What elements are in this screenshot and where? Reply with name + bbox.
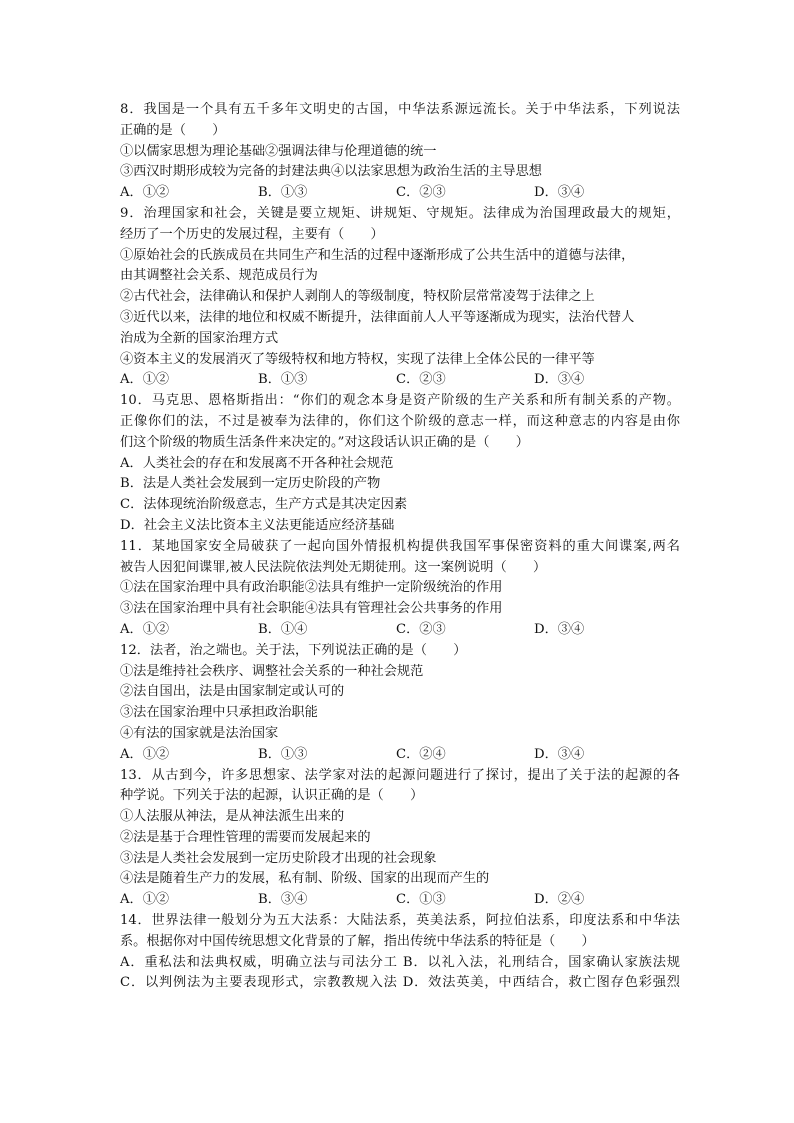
question-line: B．法是人类社会发展到一定历史阶段的产物 bbox=[120, 476, 381, 492]
answer-option: D．③④ bbox=[534, 372, 585, 388]
answer-option: D．②④ bbox=[534, 892, 585, 908]
answer-options bbox=[120, 183, 680, 204]
question-block bbox=[120, 641, 680, 766]
answer-option: B．③④ bbox=[258, 892, 308, 908]
answer-option: B．①③ bbox=[258, 746, 308, 762]
answer-option: B．①③ bbox=[258, 185, 308, 201]
question-line: A．人类社会的存在和发展离不开各种社会规范 bbox=[120, 455, 394, 471]
question-line: ①法是维持社会秩序、调整社会关系的一种社会规范 bbox=[120, 663, 424, 679]
question-line: ①法在国家治理中具有政治职能②法具有维护一定阶级统治的作用 bbox=[120, 580, 503, 596]
answer-option: C．②③ bbox=[396, 372, 446, 388]
question-line: ①人法服从神法，是从神法派生出来的 bbox=[120, 809, 345, 825]
question-line: ④有法的国家就是法治国家 bbox=[120, 725, 279, 741]
question-stem: 8．我国是一个具有五千多年文明史的古国，中华法系源远流长。关于中华法系，下列说法 bbox=[120, 102, 680, 117]
answer-option: A．①② bbox=[120, 746, 170, 762]
question-line: ①以儒家思想为理论基础②强调法律与伦理道德的统一 bbox=[120, 143, 437, 159]
answer-option: D．③④ bbox=[534, 185, 585, 201]
answer-options bbox=[120, 745, 680, 766]
question-block bbox=[120, 766, 680, 912]
answer-option: B．①③ bbox=[258, 372, 308, 388]
question-stem: 12．法者，治之端也。关于法，下列说法正确的是（ ） bbox=[120, 642, 467, 658]
question-block bbox=[120, 204, 680, 391]
question-line: 种学说。下列关于法的起源，认识正确的是（ ） bbox=[120, 788, 424, 804]
question-block bbox=[120, 537, 680, 641]
question-line: ③法是人类社会发展到一定历史阶段才出现的社会现象 bbox=[120, 850, 437, 866]
question-line: C．以判例法为主要表现形式，宗教教规入法 D．效法英美，中西结合，救亡图存色彩强烈 bbox=[120, 975, 680, 991]
question-line: ③法在国家治理中只承担政治职能 bbox=[120, 705, 318, 721]
question-line: ③近代以来，法律的地位和权威不断提升，法律面前人人平等逐渐成为现实，法治代替人 bbox=[120, 309, 635, 325]
answer-options bbox=[120, 370, 680, 391]
question-stem: 9．治理国家和社会，关键是要立规矩、讲规矩、守规矩。法律成为治国理政最大的规矩， bbox=[120, 205, 680, 221]
question-line: A．重私法和法典权威，明确立法与司法分工 B．以礼入法，礼刑结合，国家确认家族法规 bbox=[120, 954, 680, 970]
answer-option: C．②④ bbox=[396, 746, 446, 762]
question-line: 被告人因犯间谍罪,被人民法院依法判处无期徒刑。这一案例说明（ ） bbox=[120, 559, 547, 575]
question-line: D．社会主义法比资本主义法更能适应经济基础 bbox=[120, 517, 395, 533]
question-line: 治成为全新的国家治理方式 bbox=[120, 330, 279, 346]
answer-options bbox=[120, 620, 680, 641]
answer-option: D．③④ bbox=[534, 746, 585, 762]
answer-option: C．①③ bbox=[396, 892, 446, 908]
answer-option: A．①② bbox=[120, 892, 170, 908]
question-stem: 13．从古到今，许多思想家、法学家对法的起源问题进行了探讨，提出了关于法的起源的各 bbox=[120, 767, 680, 783]
answer-option: C．②③ bbox=[396, 185, 446, 201]
question-stem: 11．某地国家安全局破获了一起向国外情报机构提供我国军事保密资料的重大间谍案,两名 bbox=[120, 538, 680, 554]
answer-options bbox=[120, 890, 680, 911]
answer-option: D．③④ bbox=[534, 621, 585, 637]
question-line: 系。根据你对中国传统思想文化背景的了解，指出传统中华法系的特征是（ ） bbox=[120, 933, 595, 949]
question-line: ④法是随着生产力的发展，私有制、阶级、国家的出现而产生的 bbox=[120, 871, 490, 887]
question-stem: 10．马克思、恩格斯指出：“你们的观念本身是资产阶级的生产关系和所有制关系的产物。 bbox=[120, 393, 680, 409]
question-line: 经历了一个历史的发展过程，主要有（ ） bbox=[120, 226, 384, 242]
question-line: ①原始社会的氏族成员在共同生产和生活的过程中逐渐形成了公共生活中的道德与法律， bbox=[120, 247, 635, 263]
question-line: ②法是基于合理性管理的需要而发展起来的 bbox=[120, 829, 371, 845]
question-line: C．法体现统治阶级意志，生产方式是其决定因素 bbox=[120, 497, 408, 513]
question-line: 由其调整社会关系、规范成员行为 bbox=[120, 268, 318, 284]
question-line: ②法自国出，法是由国家制定或认可的 bbox=[120, 684, 345, 700]
answer-option: A．①② bbox=[120, 185, 170, 201]
answer-option: B．①④ bbox=[258, 621, 308, 637]
answer-option: A．①② bbox=[120, 621, 170, 637]
question-block bbox=[120, 100, 680, 204]
question-line: ③西汉时期形成较为完备的封建法典④以法家思想为政治生活的主导思想 bbox=[120, 164, 542, 180]
question-line: ③法在国家治理中具有社会职能④法具有管理社会公共事务的作用 bbox=[120, 601, 503, 617]
question-line: ④资本主义的发展消灭了等级特权和地方特权，实现了法律上全体公民的一律平等 bbox=[120, 351, 595, 367]
question-line: 正像你们的法，不过是被奉为法律的，你们这个阶级的意志一样，而这种意志的内容是由你 bbox=[120, 413, 680, 429]
question-line: ②古代社会，法律确认和保护人剥削人的等级制度，特权阶层常常凌驾于法律之上 bbox=[120, 289, 595, 305]
answer-option: A．①② bbox=[120, 372, 170, 388]
question-block bbox=[120, 391, 680, 537]
question-list bbox=[120, 100, 680, 994]
question-line: 正确的是（ ） bbox=[120, 122, 226, 138]
question-block bbox=[120, 911, 680, 994]
question-stem: 14．世界法律一般划分为五大法系：大陆法系，英美法系，阿拉伯法系，印度法系和中华法 bbox=[120, 913, 680, 929]
question-line: 们这个阶级的物质生活条件来决定的。”对这段话认识正确的是（ ） bbox=[120, 434, 529, 450]
answer-option: C．②③ bbox=[396, 621, 446, 637]
